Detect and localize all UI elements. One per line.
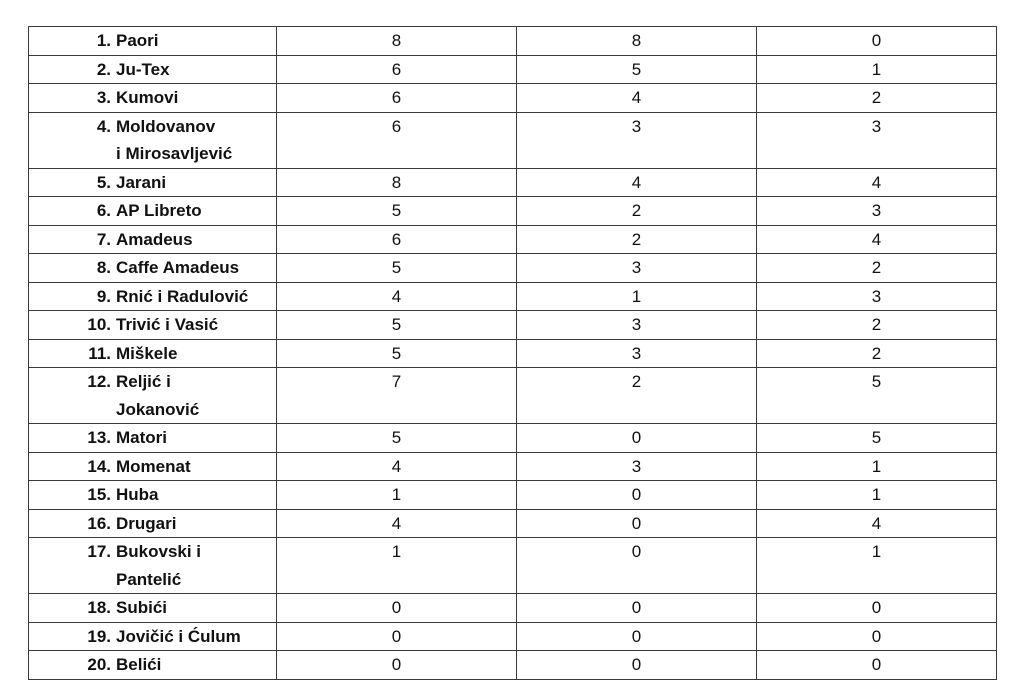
team-name-line: Matori	[116, 428, 167, 447]
team-cell	[29, 651, 277, 680]
rank-number: 18.	[87, 598, 111, 617]
team-name	[116, 84, 276, 112]
wins-cell: 0	[517, 509, 757, 538]
team-cell	[29, 424, 277, 453]
team-cell	[29, 339, 277, 368]
team-name	[116, 27, 276, 55]
losses-cell: 4	[757, 168, 997, 197]
wins-cell: 8	[517, 27, 757, 56]
rank-number: 16.	[87, 513, 111, 533]
team-name-line: i Mirosavljević	[116, 144, 233, 163]
table-row	[29, 282, 997, 311]
played-cell: 6	[277, 225, 517, 254]
losses-cell: 2	[757, 311, 997, 340]
team-name-line: Moldovanov	[116, 116, 216, 136]
table-row	[29, 424, 997, 453]
rank-number: 13.	[87, 428, 111, 447]
played-cell: 8	[277, 27, 517, 56]
played-cell: 4	[277, 452, 517, 481]
table-row	[29, 112, 997, 168]
rank-number: 7.	[96, 229, 111, 249]
table-row	[29, 509, 997, 538]
standings-table	[28, 26, 997, 680]
wins-cell: 2	[517, 197, 757, 226]
wins-cell: 0	[517, 622, 757, 651]
team-cell	[29, 27, 277, 56]
rank-number: 14.	[87, 456, 111, 476]
losses-cell: 2	[757, 339, 997, 368]
team-cell	[29, 282, 277, 311]
team-cell	[29, 112, 277, 168]
team-name-line: Jarani	[116, 172, 167, 192]
losses-cell: 0	[757, 622, 997, 651]
rank-number: 12.	[87, 372, 111, 391]
losses-cell: 3	[757, 112, 997, 168]
wins-cell: 2	[517, 368, 757, 424]
table-row	[29, 254, 997, 283]
losses-cell: 5	[757, 368, 997, 424]
wins-cell: 3	[517, 339, 757, 368]
team-name-line: Caffe Amadeus	[116, 258, 240, 277]
team-cell	[29, 509, 277, 538]
losses-cell: 3	[757, 282, 997, 311]
team-name	[116, 594, 276, 622]
team-name	[116, 481, 276, 509]
losses-cell: 4	[757, 225, 997, 254]
losses-cell: 0	[757, 651, 997, 680]
table-row	[29, 225, 997, 254]
rank-number: 15.	[87, 485, 111, 504]
played-cell: 6	[277, 84, 517, 113]
rank-number: 2.	[96, 59, 111, 79]
team-cell	[29, 84, 277, 113]
table-row	[29, 339, 997, 368]
team-name	[116, 56, 276, 84]
wins-cell: 3	[517, 112, 757, 168]
team-cell	[29, 168, 277, 197]
team-name-line: Miškele	[116, 343, 178, 363]
losses-cell: 1	[757, 538, 997, 594]
played-cell: 1	[277, 538, 517, 594]
losses-cell: 2	[757, 254, 997, 283]
team-name	[116, 453, 276, 481]
table-row	[29, 622, 997, 651]
losses-cell: 5	[757, 424, 997, 453]
team-cell	[29, 481, 277, 510]
team-name	[116, 651, 276, 679]
team-name-line: Jovičić i Ćulum	[116, 626, 241, 646]
team-name-line: Reljić i	[116, 372, 171, 391]
team-cell	[29, 452, 277, 481]
team-name	[116, 113, 276, 168]
team-name-line: Kumovi	[116, 88, 179, 107]
team-cell	[29, 254, 277, 283]
table-row	[29, 55, 997, 84]
table-row	[29, 168, 997, 197]
team-name-line: Amadeus	[116, 229, 193, 249]
wins-cell: 2	[517, 225, 757, 254]
wins-cell: 4	[517, 168, 757, 197]
wins-cell: 0	[517, 424, 757, 453]
team-name-line: Ju-Tex	[116, 59, 170, 79]
played-cell: 5	[277, 424, 517, 453]
table-row	[29, 84, 997, 113]
table-row	[29, 594, 997, 623]
table-row	[29, 311, 997, 340]
played-cell: 0	[277, 622, 517, 651]
team-cell	[29, 622, 277, 651]
wins-cell: 3	[517, 452, 757, 481]
team-name	[116, 254, 276, 282]
rank-number: 6.	[96, 201, 111, 220]
team-name-line: Subići	[116, 598, 168, 617]
wins-cell: 5	[517, 55, 757, 84]
wins-cell: 3	[517, 311, 757, 340]
team-name-line: Bukovski i	[116, 542, 202, 561]
played-cell: 5	[277, 339, 517, 368]
team-name-line: Paori	[116, 31, 159, 50]
table-row	[29, 481, 997, 510]
team-cell	[29, 197, 277, 226]
team-name	[116, 368, 276, 423]
team-cell	[29, 368, 277, 424]
losses-cell: 1	[757, 481, 997, 510]
wins-cell: 0	[517, 538, 757, 594]
table-row	[29, 27, 997, 56]
team-cell	[29, 55, 277, 84]
played-cell: 5	[277, 311, 517, 340]
losses-cell: 0	[757, 594, 997, 623]
team-name-line: Huba	[116, 485, 159, 504]
losses-cell: 4	[757, 509, 997, 538]
rank-number: 8.	[96, 258, 111, 277]
rank-number: 19.	[87, 626, 111, 646]
standings-table-body	[29, 27, 997, 680]
played-cell: 5	[277, 197, 517, 226]
team-name	[116, 226, 276, 254]
rank-number: 11.	[88, 343, 111, 363]
losses-cell: 3	[757, 197, 997, 226]
losses-cell: 0	[757, 27, 997, 56]
team-name-line: Rnić i Radulović	[116, 286, 249, 306]
team-cell	[29, 311, 277, 340]
team-name-line: AP Libreto	[116, 201, 202, 220]
team-name	[116, 340, 276, 368]
team-name	[116, 510, 276, 538]
team-cell	[29, 225, 277, 254]
team-name-line: Trivić i Vasić	[116, 315, 219, 334]
wins-cell: 0	[517, 481, 757, 510]
team-name-line: Jokanović	[116, 399, 200, 419]
table-row	[29, 368, 997, 424]
losses-cell: 2	[757, 84, 997, 113]
wins-cell: 4	[517, 84, 757, 113]
played-cell: 8	[277, 168, 517, 197]
team-name	[116, 424, 276, 452]
losses-cell: 1	[757, 452, 997, 481]
rank-number: 17.	[87, 542, 111, 561]
table-row	[29, 197, 997, 226]
played-cell: 7	[277, 368, 517, 424]
team-name	[116, 169, 276, 197]
table-row	[29, 538, 997, 594]
team-name-line: Belići	[116, 655, 162, 674]
played-cell: 0	[277, 651, 517, 680]
rank-number: 1.	[96, 31, 111, 50]
table-row	[29, 651, 997, 680]
table-row	[29, 452, 997, 481]
wins-cell: 0	[517, 594, 757, 623]
losses-cell: 1	[757, 55, 997, 84]
rank-number: 10.	[87, 315, 111, 334]
played-cell: 1	[277, 481, 517, 510]
rank-number: 20.	[87, 655, 111, 674]
rank-number: 5.	[96, 172, 111, 192]
team-name	[116, 197, 276, 225]
team-cell	[29, 594, 277, 623]
team-name	[116, 311, 276, 339]
played-cell: 4	[277, 509, 517, 538]
team-name	[116, 623, 276, 651]
rank-number: 3.	[96, 88, 111, 107]
wins-cell: 1	[517, 282, 757, 311]
played-cell: 6	[277, 112, 517, 168]
rank-number: 4.	[96, 116, 111, 136]
team-name	[116, 538, 276, 593]
document-page	[28, 26, 996, 680]
team-name	[116, 283, 276, 311]
wins-cell: 0	[517, 651, 757, 680]
rank-number: 9.	[96, 286, 111, 306]
played-cell: 6	[277, 55, 517, 84]
wins-cell: 3	[517, 254, 757, 283]
team-name-line: Momenat	[116, 456, 191, 476]
team-name-line: Drugari	[116, 513, 177, 533]
team-cell	[29, 538, 277, 594]
played-cell: 0	[277, 594, 517, 623]
played-cell: 5	[277, 254, 517, 283]
played-cell: 4	[277, 282, 517, 311]
team-name-line: Pantelić	[116, 569, 182, 589]
